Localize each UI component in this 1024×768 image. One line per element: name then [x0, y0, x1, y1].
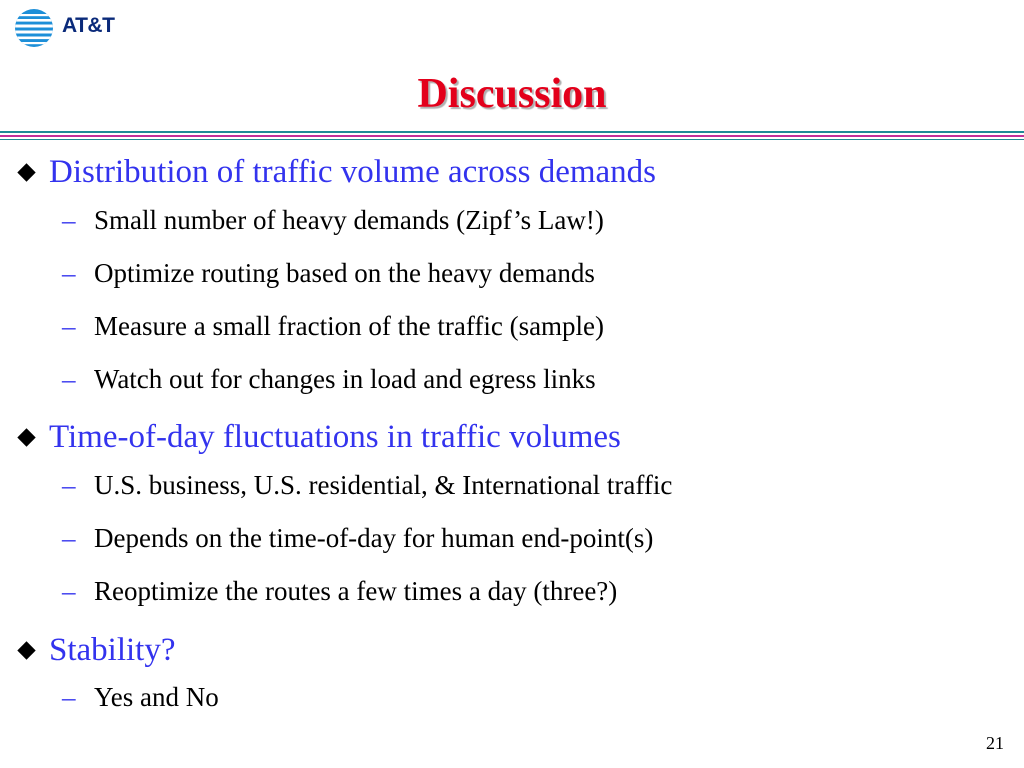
page-number: 21 [986, 733, 1004, 753]
title-rule-teal [0, 131, 1024, 133]
sub-bullet [62, 470, 672, 501]
sub-bullet-text: Depends on the time-of-day for human end-point(s) [94, 523, 654, 553]
bullet-heading [14, 632, 176, 669]
logo-text: AT&T [62, 14, 115, 37]
bullet-heading-text: Distribution of traffic volume across demands [49, 154, 657, 190]
bullet-heading [14, 419, 621, 456]
slide-title: Discussion [417, 71, 607, 117]
sub-bullet-text: Watch out for changes in load and egress links [94, 364, 596, 394]
sub-bullet-text: Yes and No [94, 682, 219, 712]
diamond-bullet-icon [17, 428, 35, 446]
sub-bullet [62, 576, 617, 607]
bullet-heading-text: Time-of-day fluctuations in traffic volumes [49, 419, 621, 455]
title-rule-magenta [0, 135, 1024, 137]
sub-bullet-text: Reoptimize the routes a few times a day (three?) [94, 576, 618, 606]
att-logo [12, 6, 152, 50]
sub-bullet [62, 258, 595, 289]
sub-bullet [62, 364, 596, 395]
sub-bullet [62, 205, 604, 236]
sub-bullet-text: Optimize routing based on the heavy demands [94, 258, 595, 288]
diamond-bullet-icon [17, 641, 35, 659]
sub-bullet-text: Measure a small fraction of the traffic (sample) [94, 311, 605, 341]
dash-icon: – [62, 523, 76, 553]
bullet-heading [14, 154, 656, 191]
dash-icon: – [62, 470, 76, 500]
dash-icon: – [62, 576, 76, 606]
dash-icon: – [62, 258, 76, 288]
title-rule-teal-thin [0, 139, 1024, 140]
dash-icon: – [62, 311, 76, 341]
sub-bullet [62, 523, 653, 554]
diamond-bullet-icon [17, 163, 35, 181]
dash-icon: – [62, 682, 76, 712]
globe-icon [14, 8, 54, 48]
sub-bullet [62, 682, 219, 713]
dash-icon: – [62, 364, 76, 394]
sub-bullet-text: U.S. business, U.S. residential, & International traffic [94, 470, 673, 500]
sub-bullet [62, 311, 604, 342]
sub-bullet-text: Small number of heavy demands (Zipf’s Law!) [94, 205, 604, 235]
dash-icon: – [62, 205, 76, 235]
bullet-heading-text: Stability? [49, 632, 176, 668]
